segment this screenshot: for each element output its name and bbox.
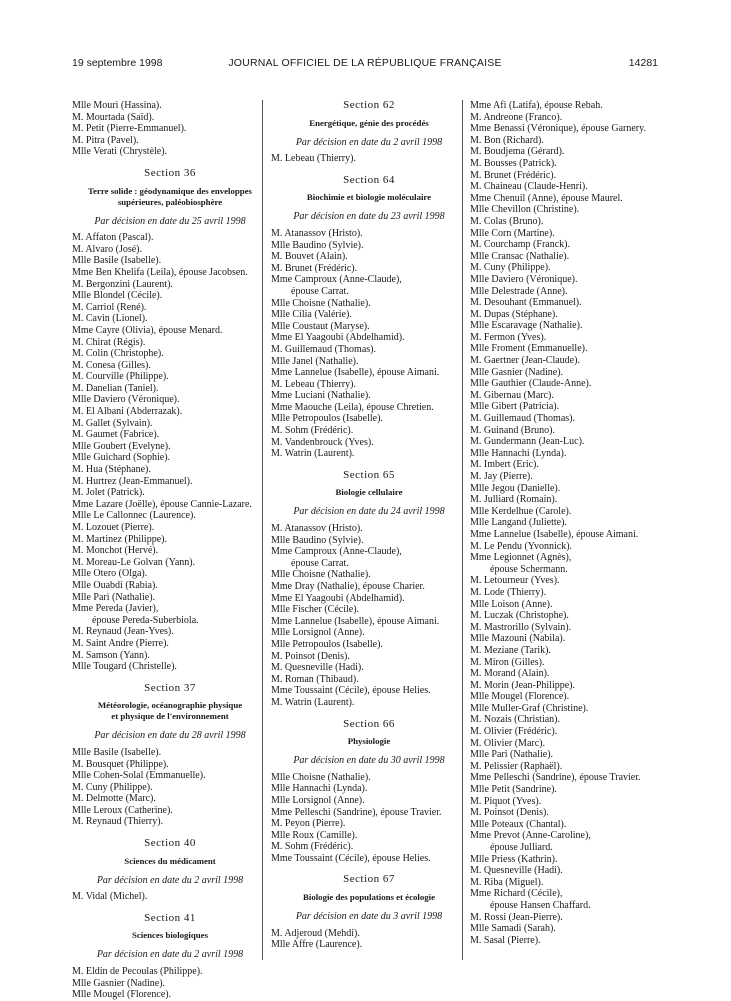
name-entry: M. Riba (Miguel). [470, 876, 544, 888]
section-title-line: Biologie des populations et écologie [303, 892, 435, 903]
name-entry: Mlle Corn (Martine). [470, 227, 555, 239]
name-entry: M. Gundermann (Jean-Luc). [470, 436, 585, 448]
name-entry: Mme Prevot (Anne-Caroline), [470, 830, 591, 842]
name-entry: Mlle Le Callonnec (Laurence). [72, 510, 196, 522]
name-entry: M. Gibernau (Marc). [470, 389, 554, 401]
name-entry: M. Delmotte (Marc). [72, 793, 156, 805]
name-entry: Mlle Cilia (Valérie). [271, 309, 352, 321]
name-entry: M. Eldin de Pecoulas (Philippe). [72, 966, 203, 978]
text-column-2 [271, 100, 467, 951]
name-entry: Mlle Cransac (Nathalie). [470, 250, 570, 262]
name-entry: Mme El Yaagoubi (Abdelhamid). [271, 332, 405, 344]
section-title-line: et physique de l'environnement [111, 711, 229, 722]
name-entry: M. Cuny (Philippe). [470, 262, 551, 274]
name-entry: M. Quesneville (Hadi). [470, 865, 563, 877]
name-entry: M. Jay (Pierre). [470, 471, 533, 482]
decision-date: Par décision en date du 2 avril 1998 [295, 136, 443, 148]
name-entry: M. Bousquet (Philippe). [72, 758, 169, 770]
name-entry: Mlle Daviero (Véronique). [72, 394, 180, 406]
name-entry: M. Carriol (René). [72, 301, 147, 313]
name-entry: M. Petit (Pierre-Emmanuel). [72, 123, 187, 135]
name-entry-continuation: épouse Schermann. [490, 563, 568, 575]
name-entry-continuation: épouse Carrat. [291, 557, 349, 569]
name-entry: Mlle Otero (Olga). [72, 568, 148, 580]
name-entry: M. Mourtada (Saïd). [72, 111, 155, 123]
name-entry: Mme Dray (Nathalie), épouse Charier. [271, 581, 425, 592]
name-entry: M. Guillemaud (Thomas). [271, 343, 376, 355]
name-entry: M. Julliard (Romain). [470, 494, 558, 506]
name-entry-continuation: épouse Carrat. [291, 285, 349, 297]
section-title-line: Sciences du médicament [124, 855, 216, 866]
decision-date: Par décision en date du 25 avril 1998 [94, 215, 246, 227]
name-entry: M. Mastrorillo (Sylvain). [470, 621, 572, 633]
section-title-line: Biologie cellulaire [335, 487, 403, 498]
decision-date: Par décision en date du 23 avril 1998 [293, 211, 445, 223]
name-entry: M. Rossi (Jean-Pierre). [470, 911, 563, 923]
name-entry: M. Desouhant (Emmanuel). [470, 297, 582, 309]
section-title [271, 118, 467, 129]
section-title-line: Sciences biologiques [131, 930, 208, 941]
section-title-line: Météorologie, océanographie physique [97, 700, 243, 711]
name-entry: M. Letourneur (Yves). [470, 575, 560, 587]
section-title [271, 487, 467, 498]
name-entry: Mlle Jegou (Danielle). [470, 482, 561, 494]
header-title: JOURNAL OFFICIEL DE LA RÉPUBLIQUE FRANÇAISE [228, 57, 502, 69]
name-entry: M. Meziane (Tarik). [470, 644, 551, 656]
name-entry: M. Atanassov (Hristo). [271, 523, 363, 535]
decision-date: Par décision en date du 28 avril 1998 [94, 730, 246, 742]
decision-date: Par décision en date du 3 avril 1998 [295, 911, 443, 923]
name-entry: Mlle Chevillon (Christine). [470, 204, 580, 216]
name-entry: M. Cavin (Lionel). [72, 313, 148, 325]
name-entry: M. Monchot (Hervé). [72, 545, 159, 557]
name-entry: Mlle Basile (Isabelle). [72, 255, 162, 267]
section-title-line: supérieures, paléobiosphère [117, 196, 223, 207]
name-entry: M. Quesneville (Hadi). [271, 662, 364, 674]
name-entry-continuation: épouse Hansen Chaffard. [490, 899, 591, 911]
name-entry: Mlle Froment (Emmanuelle). [470, 343, 588, 355]
name-entry: M. Colas (Bruno). [470, 215, 544, 227]
section-number: Section 65 [343, 468, 395, 481]
name-entry: Mlle Daviero (Véronique). [470, 273, 578, 285]
name-entry: Mme Pelleschi (Sandrine), épouse Travier. [271, 806, 442, 818]
section-title-line: Biochimie et biologie moléculaire [306, 192, 432, 203]
name-entry: Mlle Poteaux (Chantal). [470, 818, 567, 830]
name-entry: M. Poinsot (Denis). [271, 650, 350, 662]
header-page-number: 14281 [628, 57, 658, 69]
name-entry: Mlle Muller-Graf (Christine). [470, 702, 589, 714]
name-entry: M. Courville (Philippe). [72, 371, 169, 383]
name-entry: Mlle Affre (Laurence). [271, 939, 363, 951]
text-column-1 [72, 100, 268, 1001]
name-entry: M. Poinsot (Denis). [470, 807, 549, 819]
name-entry: Mlle Cohen-Solal (Emmanuelle). [72, 770, 206, 782]
name-entry: Mlle Blondel (Cécile). [72, 290, 163, 302]
name-entry: Mlle Choisne (Nathalie). [271, 569, 371, 581]
name-entry: M. Reynaud (Thierry). [72, 816, 164, 828]
section-title-line: Energétique, génie des procédés [309, 117, 429, 128]
section-title [72, 930, 268, 941]
name-entry: Mme Lazare (Joëlle), épouse Cannie-Lazare. [72, 498, 252, 510]
name-entry: Mme Afi (Latifa), épouse Rebah. [470, 100, 603, 111]
section-number: Section 37 [144, 681, 196, 694]
name-entry: M. Affaton (Pascal). [72, 232, 154, 244]
name-entry: M. Gallet (Sylvain). [72, 417, 153, 429]
name-entry: Mme Lannelue (Isabelle), épouse Aimani. [470, 528, 639, 540]
section-title-line: Physiologie [347, 736, 391, 747]
name-entry: M. Fermon (Yves). [470, 331, 547, 343]
name-entry: M. Watrin (Laurent). [271, 696, 355, 708]
name-entry: M. Pelissier (Raphaël). [470, 760, 563, 772]
name-entry: Mlle Mougel (Florence). [72, 989, 172, 1001]
name-entry: Mlle Gasnier (Nadine). [470, 366, 564, 378]
name-entry: M. Colin (Christophe). [72, 348, 164, 360]
section-title [271, 736, 467, 747]
name-entry: M. Moreau-Le Golvan (Yann). [72, 556, 196, 568]
name-entry: Mlle Samadi (Sarah). [470, 923, 556, 935]
name-entry: Mme Cayre (Olivia), épouse Menard. [72, 324, 223, 336]
name-entry: Mme Legionnet (Agnès), [470, 552, 572, 564]
section-number: Section 64 [343, 173, 395, 186]
name-entry: M. Andreone (Franco). [470, 111, 563, 123]
section-title [72, 700, 268, 722]
name-entry-continuation: épouse Pereda-Suberbiola. [92, 614, 199, 626]
name-entry: Mlle Pari (Nathalie). [470, 749, 554, 761]
decision-date: Par décision en date du 2 avril 1998 [96, 874, 244, 886]
name-entry: Mme Pelleschi (Sandrine), épouse Travier. [470, 772, 641, 784]
name-entry: Mme Ben Khelifa (Leila), épouse Jacobsen. [72, 266, 248, 278]
name-entry: Mlle Choisne (Nathalie). [271, 297, 371, 309]
name-entry: Mme Camproux (Anne-Claude), [271, 546, 402, 558]
name-entry: M. Bousses (Patrick). [470, 157, 557, 169]
name-entry-continuation: épouse Julliard. [490, 842, 553, 853]
name-entry: M. Dupas (Stéphane). [470, 308, 558, 320]
name-entry: Mlle Roux (Camille). [271, 829, 358, 841]
name-entry: M. Chirat (Régis). [72, 336, 146, 348]
name-entry: M. Sohm (Frédéric). [271, 425, 354, 437]
name-entry: M. Conesa (Gilles). [72, 359, 151, 371]
name-entry: Mme Chenuil (Anne), épouse Maurel. [470, 192, 623, 204]
name-entry: M. Bon (Richard). [470, 134, 544, 146]
name-entry: Mlle Delestrade (Anne). [470, 285, 568, 297]
name-entry: Mlle Tougard (Christelle). [72, 661, 177, 673]
name-entry: M. Samson (Yann). [72, 649, 150, 661]
name-entry: M. Jolet (Patrick). [72, 487, 145, 499]
name-entry: M. Brunet (Frédéric). [470, 169, 557, 181]
name-entry: Mlle Kerdelhue (Carole). [470, 505, 572, 517]
name-entry: M. Luczak (Christophe). [470, 610, 569, 622]
name-entry: Mlle Verati (Chrystèle). [72, 146, 168, 158]
name-entry: Mlle Pari (Nathalie). [72, 591, 156, 603]
name-entry: M. Olivier (Frédéric). [470, 726, 558, 738]
name-entry: M. Saint Andre (Pierre). [72, 637, 169, 649]
section-number: Section 36 [144, 166, 196, 179]
decision-date: Par décision en date du 2 avril 1998 [96, 949, 244, 961]
name-entry: Mlle Lorsignol (Anne). [271, 794, 365, 806]
name-entry: Mme Toussaint (Cécile), épouse Helies. [271, 685, 431, 697]
name-entry: Mlle Gauthier (Claude-Anne). [470, 378, 592, 390]
name-entry: M. Gaertner (Jean-Claude). [470, 355, 580, 367]
name-entry: M. Brunet (Frédéric). [271, 262, 358, 274]
name-entry: M. Vandenbrouck (Yves). [271, 436, 374, 448]
name-entry: M. Morin (Jean-Philippe). [470, 679, 575, 691]
name-entry: Mme Luciani (Nathalie). [271, 390, 371, 402]
name-entry: M. Morand (Alain). [470, 668, 550, 680]
name-entry: M. Alvaro (José). [72, 243, 142, 255]
name-entry: M. Reynaud (Jean-Yves). [72, 626, 174, 638]
name-entry: M. Vidal (Michel). [72, 891, 148, 903]
name-entry: Mlle Lorsignol (Anne). [271, 627, 365, 639]
name-entry: M. Olivier (Marc). [470, 737, 545, 749]
name-entry: Mlle Hannachi (Lynda). [470, 447, 567, 459]
section-title [72, 186, 268, 208]
section-number: Section 67 [343, 873, 395, 886]
name-entry: Mlle Petit (Sandrine). [470, 784, 557, 796]
name-entry: M. Watrin (Laurent). [271, 448, 355, 460]
name-entry: Mlle Loison (Anne). [470, 598, 553, 610]
text-column-3 [470, 100, 660, 946]
name-entry: Mlle Petropoulos (Isabelle). [271, 413, 383, 425]
name-entry: Mlle Janel (Nathalie). [271, 355, 359, 367]
name-entry: Mlle Petropoulos (Isabelle). [271, 638, 383, 650]
name-entry: Mme Camproux (Anne-Claude), [271, 274, 402, 286]
name-entry: Mlle Gasnier (Nadine). [72, 977, 166, 989]
name-entry: Mlle Mouri (Hassina). [72, 100, 162, 111]
name-entry: M. Lebeau (Thierry). [271, 378, 356, 390]
name-entry: M. Martinez (Philippe). [72, 533, 167, 545]
name-entry: M. Pitra (Pavel). [72, 134, 139, 146]
name-entry: Mme Richard (Cécile), [470, 888, 563, 900]
name-entry: M. Cuny (Philippe). [72, 781, 153, 793]
name-entry: M. Lebeau (Thierry). [271, 153, 356, 165]
name-entry: Mlle Basile (Isabelle). [72, 746, 162, 758]
name-entry: M. Courchamp (Franck). [470, 239, 570, 251]
section-number: Section 40 [144, 837, 196, 850]
name-entry: Mlle Priess (Kathrin). [470, 853, 558, 865]
section-title [271, 892, 467, 903]
name-entry: Mlle Gibert (Patricia). [470, 401, 560, 413]
name-entry: Mme Lannelue (Isabelle), épouse Aimani. [271, 367, 440, 379]
name-entry: M. Imbert (Eric). [470, 459, 539, 471]
name-entry: Mlle Mazouni (Nabila). [470, 633, 566, 645]
name-entry: M. Bergonzini (Laurent). [72, 278, 173, 290]
name-entry: M. Hua (Stéphane). [72, 464, 151, 476]
section-number: Section 62 [343, 99, 395, 111]
section-number: Section 66 [343, 717, 395, 730]
name-entry: Mlle Ouabdi (Rabia). [72, 579, 158, 591]
name-entry: M. Sasal (Pierre). [470, 934, 541, 946]
name-entry: M. Atanassov (Hristo). [271, 227, 363, 239]
name-entry: Mlle Escaravage (Nathalie). [470, 320, 583, 332]
name-entry: M. Guinand (Bruno). [470, 424, 555, 436]
name-entry: Mlle Leroux (Catherine). [72, 804, 173, 816]
name-entry: Mme Toussaint (Cécile), épouse Helies. [271, 852, 431, 864]
name-entry: Mlle Baudino (Sylvie). [271, 534, 364, 546]
name-entry: Mlle Langand (Juliette). [470, 517, 567, 529]
name-entry: Mlle Mougel (Florence). [470, 691, 570, 703]
decision-date: Par décision en date du 30 avril 1998 [293, 755, 445, 767]
section-title [72, 856, 268, 867]
section-number: Section 41 [144, 911, 196, 924]
name-entry: Mlle Guichard (Sophie). [72, 452, 171, 464]
name-entry: Mlle Coustaut (Maryse). [271, 320, 370, 332]
name-entry: M. Chaineau (Claude-Henri). [470, 181, 588, 193]
name-entry: Mme Benassi (Véronique), épouse Garnery. [470, 123, 646, 135]
name-entry: M. Miron (Gilles). [470, 656, 545, 668]
name-entry: Mme Maouche (Leila), épouse Chretien. [271, 401, 434, 413]
name-entry: M. Nozais (Christian). [470, 714, 560, 726]
name-entry: M. Peyon (Pierre). [271, 818, 346, 830]
name-entry: Mme El Yaagoubi (Abdelhamid). [271, 592, 405, 604]
name-entry: M. Hurtrez (Jean-Emmanuel). [72, 475, 193, 487]
section-title [271, 192, 467, 203]
header-date: 19 septembre 1998 [72, 57, 163, 69]
name-entry: M. Roman (Thibaud). [271, 673, 359, 685]
section-title-line: Terre solide : géodynamique des enveloppes [88, 185, 252, 196]
name-entry: Mlle Goubert (Evelyne). [72, 440, 171, 452]
name-entry: Mlle Fischer (Cécile). [271, 604, 360, 616]
name-entry: M. Guillemaud (Thomas). [470, 413, 575, 425]
name-entry: M. Piquot (Yves). [470, 795, 542, 807]
decision-date: Par décision en date du 24 avril 1998 [293, 506, 445, 518]
page-header [72, 57, 658, 73]
name-entry: Mme Pereda (Javier), [72, 603, 159, 615]
name-entry: M. Danelian (Taniel). [72, 382, 159, 394]
name-entry: M. El Albani (Abderrazak). [72, 406, 183, 418]
name-entry: M. Lozouet (Pierre). [72, 522, 155, 533]
name-entry: M. Sohm (Frédéric). [271, 841, 354, 853]
name-entry: M. Adjeroud (Mehdi). [271, 927, 360, 939]
name-entry: M. Gaumet (Fabrice). [72, 429, 160, 441]
name-entry: Mlle Hannachi (Lynda). [271, 783, 368, 795]
name-entry: M. Lode (Thierry). [470, 586, 547, 598]
name-entry: Mlle Baudino (Sylvie). [271, 239, 364, 251]
name-entry: M. Boudjema (Gérard). [470, 146, 565, 158]
name-entry: M. Le Pendu (Yvonnick). [470, 540, 573, 552]
name-entry: Mlle Choisne (Nathalie). [271, 771, 371, 783]
name-entry: Mme Lannelue (Isabelle), épouse Aimani. [271, 615, 440, 627]
name-entry: M. Bouvet (Alain). [271, 251, 348, 263]
